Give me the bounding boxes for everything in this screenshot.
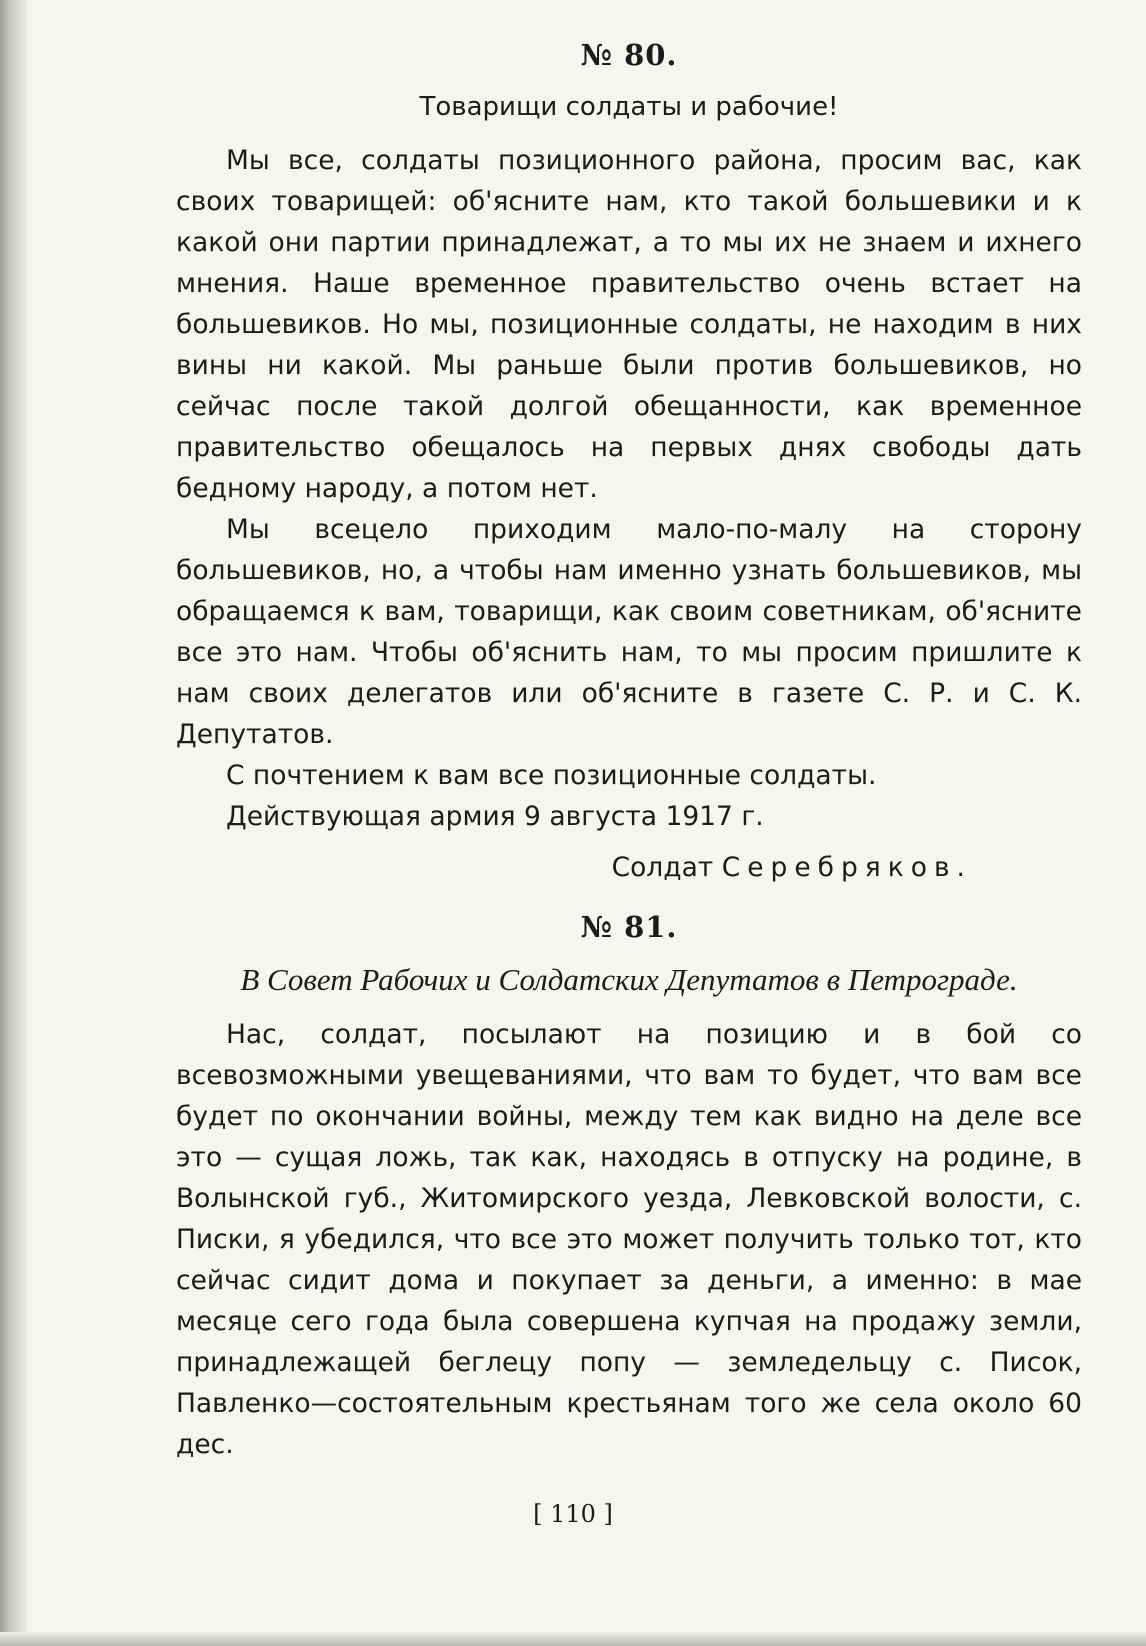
document-number: № 81.	[580, 910, 678, 944]
closing-line: С почтением к вам все позиционные солдаты.	[226, 760, 877, 791]
body-paragraph: Мы всецело приходим мало-по-малу на сторону большевиков, но, а чтобы нам именно узнать большевиков, мы обращаемся к вам, товарищи, как своим советникам, об'ясните все это нам. Чтобы об'яснить нам, то мы просим пришлите к нам своих делегатов или об'ясните в газете С. Р. и С. К. Депутатов.	[176, 514, 1082, 750]
page-number: [ 110 ]	[533, 1500, 613, 1528]
document-heading: Товарищи солдаты и рабочие!	[419, 92, 839, 122]
signature-name: Серебряков.	[721, 852, 972, 883]
body-paragraph: Мы все, солдаты позиционного района, просим вас, как своих товарищей: об'ясните нам, кто такой большевики и к какой они партии принадлежат, а то мы их не знаем и ихнего мнения. Наше временное правительство очень встает на большевиков. Но мы, позиционные солдаты, не находим в них вины ни какой. Мы раньше были против большевиков, но сейчас после такой долгой обещанности, как временное правительство обещалось на первых днях свободы дать бедному народу, а потом нет.	[176, 145, 1082, 504]
page-content	[176, 38, 1082, 1465]
document-number: № 80.	[580, 38, 678, 72]
body-paragraph: Нас, солдат, посылают на позицию и в бой со всевозможными увещеваниями, что вам то будет, что вам все будет по окончании войны, между тем как видно на деле все это — сущая ложь, так как, находясь в отпуску на родине, в Волынской губ., Житомирского уезда, Левковской волости, с. Писки, я убедился, что все это может получить только тот, кто сейчас сидит дома и покупает за деньги, а именно: в мае месяце сего года была совершена купчая на продажу земли, принадлежащей беглецу попу — земледельцу с. Писок, Павленко—состоятельным крестьянам того же села около 60 дес.	[176, 1019, 1082, 1460]
page-edge-shadow	[0, 0, 28, 1646]
signature	[176, 847, 972, 888]
date-line: Действующая армия 9 августа 1917 г.	[226, 801, 764, 832]
document-81	[176, 910, 1082, 1465]
page-bottom-edge	[0, 1632, 1146, 1646]
document-heading: В Совет Рабочих и Солдатских Депутатов в Петрограде.	[240, 962, 1018, 997]
document-80	[176, 38, 1082, 888]
signature-prefix: Солдат	[611, 852, 714, 883]
